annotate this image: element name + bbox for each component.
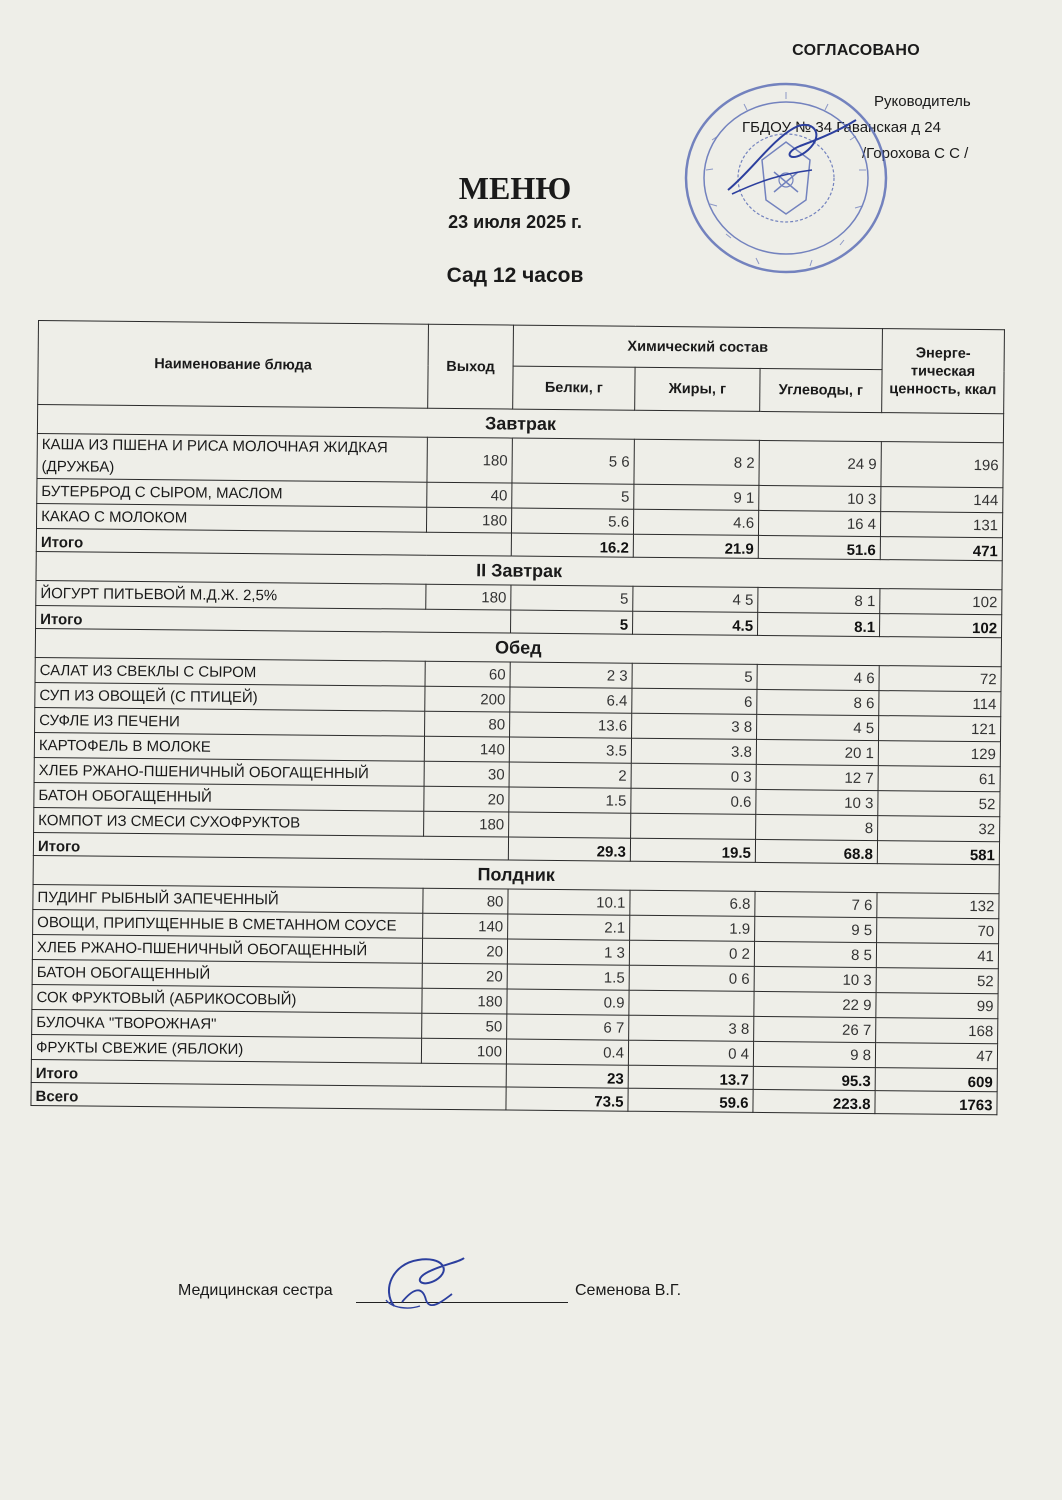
total-carbs: 68.8 xyxy=(755,839,877,863)
dish-carbs: 22 9 xyxy=(754,991,876,1017)
total-fat: 4.5 xyxy=(633,611,758,635)
dish-fat: 6.8 xyxy=(630,890,755,916)
dish-carbs: 4 6 xyxy=(757,664,879,690)
nurse-signature xyxy=(372,1250,468,1314)
dish-yield: 180 xyxy=(426,584,511,610)
dish-carbs: 20 1 xyxy=(756,739,878,765)
dish-yield: 80 xyxy=(423,888,508,914)
dish-carbs: 9 8 xyxy=(753,1041,875,1067)
document-date: 23 июля 2025 г. xyxy=(448,212,582,232)
dish-kcal: 32 xyxy=(878,816,1000,842)
section-title: Обед xyxy=(35,628,1001,666)
dish-protein: 2.1 xyxy=(508,914,630,940)
dish-kcal: 132 xyxy=(877,893,999,919)
dish-name: ХЛЕБ РЖАНО-ПШЕНИЧНЫЙ ОБОГАЩЕННЫЙ xyxy=(32,934,422,963)
total-label: Итого xyxy=(36,528,511,556)
dish-yield: 140 xyxy=(424,736,509,762)
dish-kcal: 144 xyxy=(881,487,1003,513)
dish-carbs: 4 5 xyxy=(757,714,879,740)
header-dish: Наименование блюда xyxy=(38,321,429,409)
total-protein: 23 xyxy=(506,1064,628,1088)
dish-yield: 140 xyxy=(423,913,508,939)
grand-total-kcal: 1763 xyxy=(875,1091,997,1115)
dish-kcal: 196 xyxy=(881,442,1003,488)
dish-name: ХЛЕБ РЖАНО-ПШЕНИЧНЫЙ ОБОГАЩЕННЫЙ xyxy=(34,757,424,786)
dish-carbs: 10 3 xyxy=(759,485,881,511)
header-protein: Белки, г xyxy=(513,366,635,410)
dish-fat: 0 6 xyxy=(629,965,754,991)
approval-heading: СОГЛАСОВАНО xyxy=(792,42,920,59)
total-kcal: 471 xyxy=(880,537,1002,561)
dish-kcal: 168 xyxy=(876,1018,998,1044)
dish-protein: 5 6 xyxy=(512,438,634,484)
approval-name: /Горохова С С / xyxy=(862,145,969,162)
dish-kcal: 41 xyxy=(876,943,998,969)
dish-protein: 5.6 xyxy=(511,508,633,534)
dish-yield: 50 xyxy=(422,1013,507,1039)
section-title: Полдник xyxy=(33,855,999,893)
section-title: II Завтрак xyxy=(36,551,1002,589)
dish-carbs: 16 4 xyxy=(758,510,880,536)
dish-kcal: 61 xyxy=(878,766,1000,792)
dish-kcal: 52 xyxy=(876,968,998,994)
dish-protein: 2 3 xyxy=(510,662,632,688)
menu-table xyxy=(30,320,1005,1115)
dish-fat: 9 1 xyxy=(634,484,759,510)
dish-protein: 1.5 xyxy=(507,964,629,990)
dish-protein: 0.4 xyxy=(506,1039,628,1065)
dish-fat: 0 3 xyxy=(631,763,756,789)
dish-fat: 4.6 xyxy=(633,509,758,535)
dish-name: КАША ИЗ ПШЕНА И РИСА МОЛОЧНАЯ ЖИДКАЯ (ДРУЖБА) xyxy=(37,433,427,482)
dish-yield: 80 xyxy=(425,711,510,737)
dish-protein: 6 7 xyxy=(507,1014,629,1040)
dish-carbs: 9 5 xyxy=(755,916,877,942)
dish-yield: 30 xyxy=(424,761,509,787)
dish-protein: 2 xyxy=(509,762,631,788)
approval-role: Руководитель xyxy=(874,93,971,110)
total-fat: 13.7 xyxy=(628,1065,753,1089)
section-title: Завтрак xyxy=(37,405,1003,443)
group-name: Сад 12 часов xyxy=(446,264,584,287)
total-kcal: 102 xyxy=(879,614,1001,638)
total-kcal: 609 xyxy=(875,1068,997,1092)
dish-fat: 4 5 xyxy=(633,586,758,612)
dish-protein: 1.5 xyxy=(509,787,631,813)
total-carbs: 51.6 xyxy=(758,535,880,559)
dish-fat: 1.9 xyxy=(630,915,755,941)
dish-yield: 180 xyxy=(424,811,509,837)
dish-name: БУТЕРБРОД С СЫРОМ, МАСЛОМ xyxy=(37,478,427,507)
dish-fat: 5 xyxy=(632,663,757,689)
total-carbs: 95.3 xyxy=(753,1066,875,1090)
total-protein: 5 xyxy=(511,610,633,634)
header-carbs: Углеводы, г xyxy=(760,368,882,412)
dish-name: СОК ФРУКТОВЫЙ (АБРИКОСОВЫЙ) xyxy=(32,984,422,1013)
dish-carbs: 8 1 xyxy=(758,587,880,613)
total-kcal: 581 xyxy=(877,841,999,865)
dish-protein: 13.6 xyxy=(510,712,632,738)
total-protein: 16.2 xyxy=(511,533,633,557)
dish-fat xyxy=(631,813,756,839)
grand-total-carbs: 223.8 xyxy=(753,1089,875,1113)
dish-name: КАРТОФЕЛЬ В МОЛОКЕ xyxy=(34,732,424,761)
dish-name: ОВОЩИ, ПРИПУЩЕННЫЕ В СМЕТАННОМ СОУСЕ xyxy=(33,909,423,938)
dish-kcal: 129 xyxy=(878,741,1000,767)
dish-protein: 1 3 xyxy=(507,939,629,965)
dish-protein: 5 xyxy=(512,483,634,509)
total-fat: 19.5 xyxy=(630,838,755,862)
dish-fat xyxy=(629,990,754,1016)
dish-name: КАКАО С МОЛОКОМ xyxy=(36,503,426,532)
dish-name: СУФЛЕ ИЗ ПЕЧЕНИ xyxy=(35,707,425,736)
total-label: Итого xyxy=(31,1059,506,1087)
total-carbs: 8.1 xyxy=(758,612,880,636)
dish-carbs: 7 6 xyxy=(755,891,877,917)
header-composition: Химический состав xyxy=(513,325,882,370)
dish-name: БАТОН ОБОГАЩЕННЫЙ xyxy=(34,782,424,811)
dish-fat: 6 xyxy=(632,688,757,714)
dish-name: БАТОН ОБОГАЩЕННЫЙ xyxy=(32,959,422,988)
dish-name: ЙОГУРТ ПИТЬЕВОЙ М.Д.Ж. 2,5% xyxy=(36,580,426,609)
menu-body xyxy=(31,405,1004,1115)
dish-kcal: 52 xyxy=(878,791,1000,817)
dish-kcal: 102 xyxy=(880,589,1002,615)
total-label: Итого xyxy=(36,605,511,633)
dish-kcal: 131 xyxy=(880,512,1002,538)
dish-yield: 180 xyxy=(422,988,507,1014)
dish-name: КОМПОТ ИЗ СМЕСИ СУХОФРУКТОВ xyxy=(34,807,424,836)
total-fat: 21.9 xyxy=(633,534,758,558)
document-title: МЕНЮ xyxy=(458,170,572,206)
dish-carbs: 10 3 xyxy=(754,966,876,992)
total-protein: 29.3 xyxy=(508,837,630,861)
approval-organization: ГБДОУ № 34 Гаванская д 24 xyxy=(742,119,941,136)
dish-carbs: 10 3 xyxy=(756,789,878,815)
header-fat: Жиры, г xyxy=(635,367,760,411)
dish-protein: 6.4 xyxy=(510,687,632,713)
dish-fat: 0.6 xyxy=(631,788,756,814)
total-label: Итого xyxy=(33,832,508,860)
dish-name: ФРУКТЫ СВЕЖИЕ (ЯБЛОКИ) xyxy=(31,1034,421,1063)
dish-name: САЛАТ ИЗ СВЕКЛЫ С СЫРОМ xyxy=(35,657,425,686)
dish-yield: 40 xyxy=(427,482,512,508)
grand-total-fat: 59.6 xyxy=(628,1088,753,1112)
dish-yield: 20 xyxy=(422,938,507,964)
dish-protein: 3.5 xyxy=(509,737,631,763)
dish-kcal: 72 xyxy=(879,666,1001,692)
header-yield: Выход xyxy=(428,324,514,409)
dish-kcal: 47 xyxy=(875,1043,997,1069)
dish-yield: 20 xyxy=(424,786,509,812)
dish-kcal: 70 xyxy=(877,918,999,944)
dish-protein: 5 xyxy=(511,585,633,611)
dish-carbs: 12 7 xyxy=(756,764,878,790)
dish-name: СУП ИЗ ОВОЩЕЙ (С ПТИЦЕЙ) xyxy=(35,682,425,711)
dish-yield: 20 xyxy=(422,963,507,989)
dish-name: ПУДИНГ РЫБНЫЙ ЗАПЕЧЕННЫЙ xyxy=(33,884,423,913)
dish-fat: 0 2 xyxy=(629,940,754,966)
grand-total-protein: 73.5 xyxy=(506,1087,628,1111)
grand-total-label: Всего xyxy=(31,1082,506,1110)
dish-yield: 60 xyxy=(425,661,510,687)
dish-yield: 100 xyxy=(421,1038,506,1064)
dish-kcal: 121 xyxy=(879,716,1001,742)
dish-protein xyxy=(509,812,631,838)
dish-fat: 0 4 xyxy=(628,1040,753,1066)
dish-fat: 3 8 xyxy=(632,713,757,739)
dish-fat: 3 8 xyxy=(629,1015,754,1041)
dish-carbs: 24 9 xyxy=(759,440,881,486)
dish-yield: 180 xyxy=(427,437,512,483)
dish-carbs: 8 5 xyxy=(754,941,876,967)
dish-carbs: 8 xyxy=(756,814,878,840)
dish-name: БУЛОЧКА "ТВОРОЖНАЯ" xyxy=(32,1009,422,1038)
dish-yield: 200 xyxy=(425,686,510,712)
dish-carbs: 26 7 xyxy=(754,1016,876,1042)
header-energy: Энерге-тическая ценность, ккал xyxy=(882,329,1005,414)
footer-position: Медицинская сестра xyxy=(178,1282,333,1299)
dish-fat: 8 2 xyxy=(634,439,759,485)
footer-name: Семенова В.Г. xyxy=(575,1282,682,1299)
dish-kcal: 114 xyxy=(879,691,1001,717)
dish-carbs: 8 6 xyxy=(757,689,879,715)
dish-fat: 3.8 xyxy=(631,738,756,764)
dish-kcal: 99 xyxy=(876,993,998,1019)
dish-protein: 10.1 xyxy=(508,889,630,915)
dish-yield: 180 xyxy=(426,507,511,533)
dish-protein: 0.9 xyxy=(507,989,629,1015)
